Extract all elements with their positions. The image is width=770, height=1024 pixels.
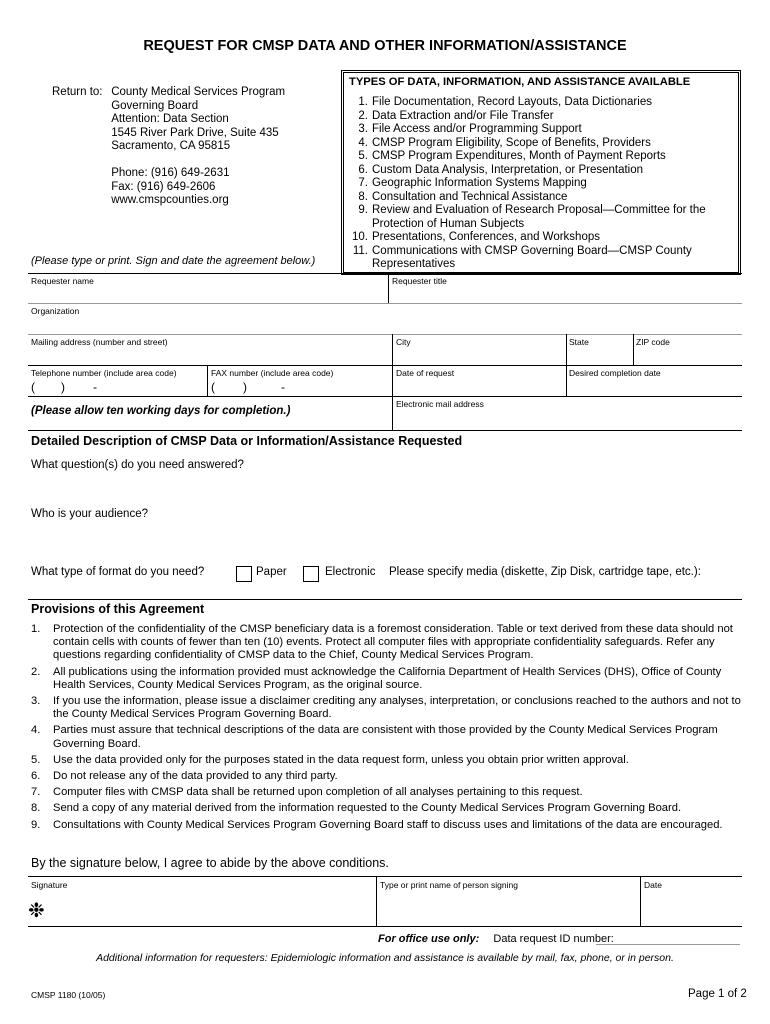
return-line: County Medical Services Program: [111, 86, 286, 98]
return-website: www.cmspcounties.org: [111, 194, 229, 207]
signer-name-input[interactable]: [380, 892, 636, 924]
email-label: Electronic mail address: [396, 399, 484, 409]
types-item: 1. File Documentation, Record Layouts, Data Dictionaries: [358, 96, 652, 108]
provision-item: 7. Computer files with CMSP data shall be returned upon completion of all analyses pertaining to this request.: [31, 786, 583, 799]
return-line: Governing Board: [111, 99, 199, 112]
types-item: 7. Geographic Information Systems Mapping: [358, 177, 587, 189]
desired-completion-input[interactable]: [569, 379, 739, 395]
provision-item: 9. Consultations with County Medical Services Program Governing Board staff to discuss uses and limitations of the data are encouraged.: [31, 818, 723, 831]
mailing-address-label: Mailing address (number and street): [31, 337, 168, 347]
return-line: Attention: Data Section: [111, 113, 229, 126]
email-input[interactable]: [396, 410, 738, 427]
date-of-request-input[interactable]: [396, 379, 562, 395]
signature-star-icon: ❉: [28, 900, 45, 922]
return-phone: Phone: (916) 649-2631: [111, 166, 230, 179]
provisions-list: [31, 623, 743, 835]
audience-input[interactable]: [31, 523, 741, 559]
question-answered-input[interactable]: [31, 474, 741, 502]
provision-item: 2. All publications using the information provided must acknowledge the California Department of Health Services (DHS), Office of County Health Services, County Medical Services Program, as the original source.: [31, 665, 722, 691]
provisions-heading: Provisions of this Agreement: [31, 602, 205, 616]
signature-date-label: Date: [644, 880, 662, 890]
provision-item: 5. Use the data provided only for the purposes stated in the data request form, unless you obtain prior written approval.: [31, 753, 629, 766]
detailed-heading: Detailed Description of CMSP Data or Information/Assistance Requested: [31, 434, 463, 448]
types-item: 2. Data Extraction and/or File Transfer: [358, 109, 554, 122]
city-label: City: [396, 337, 411, 347]
return-fax: Fax: (916) 649-2606: [111, 180, 216, 193]
types-item: 9. Review and Evaluation of Research Proposal—Committee for the Protection of Human Subjects: [358, 204, 706, 230]
agree-statement: By the signature below, I agree to abide by the above conditions.: [31, 856, 389, 870]
allow-days-note: (Please allow ten working days for completion.): [31, 405, 291, 417]
signature-input[interactable]: [52, 892, 372, 924]
question-answered-label: What question(s) do you need answered?: [31, 459, 244, 471]
return-line: Sacramento, CA 95815: [111, 140, 231, 153]
format-label: What type of format do you need?: [31, 566, 205, 578]
signature-date-input[interactable]: [644, 892, 740, 924]
fax-label: FAX number (include area code): [211, 368, 334, 378]
state-label: State: [569, 337, 589, 347]
office-use: [378, 933, 614, 945]
provision-item: 6. Do not release any of the data provided to any third party.: [31, 770, 338, 783]
request-id-line: [596, 944, 740, 945]
types-item: 10. Presentations, Conferences, and Workshops: [352, 231, 600, 243]
organization-label: Organization: [31, 306, 80, 316]
zip-label: ZIP code: [636, 337, 670, 347]
date-of-request-label: Date of request: [396, 368, 455, 378]
types-item: 3. File Access and/or Programming Support: [358, 123, 582, 135]
print-instruction: (Please type or print. Sign and date the agreement below.): [31, 255, 316, 267]
provision-item: 3. If you use the information, please issue a disclaimer crediting any analyses, interpretation, or conclusions reached to the authors and not to the County Medical Services Program Governing Board.: [31, 695, 741, 721]
audience-label: Who is your audience?: [31, 508, 148, 520]
page-title: REQUEST FOR CMSP DATA AND OTHER INFORMATION/ASSISTANCE: [143, 38, 627, 54]
telephone-label: Telephone number (include area code): [31, 368, 177, 378]
paper-checkbox[interactable]: [236, 566, 252, 582]
provision-item: 1. Protection of the confidentiality of the CMSP beneficiary data is a foremost consideration. Table or text derived from these data should not contain cells with counts of fewer than ten (10) events. Protect all computer files with appropriate confidentiality safeguards. Refer any questions regarding confidentiality of CMSP data to the Chief, County Medical Services Program.: [31, 623, 733, 662]
signer-name-label: Type or print name of person signing: [380, 880, 518, 890]
return-label: Return to:: [52, 86, 103, 98]
provision-item: 8. Send a copy of any material derived from the information requested to the County Medical Services Program Governing Board.: [31, 802, 682, 815]
state-input[interactable]: [569, 348, 629, 364]
desired-completion-label: Desired completion date: [569, 368, 661, 378]
types-heading: TYPES OF DATA, INFORMATION, AND ASSISTANCE AVAILABLE: [349, 76, 691, 88]
return-line: 1545 River Park Drive, Suite 435: [111, 126, 279, 139]
types-item: 6. Custom Data Analysis, Interpretation, or Presentation: [358, 163, 644, 176]
types-item: 5. CMSP Program Expenditures, Month of Payment Reports: [358, 150, 666, 162]
city-input[interactable]: [396, 348, 562, 364]
request-id-label: Data request ID number:: [493, 933, 614, 945]
paper-label: Paper: [256, 566, 287, 578]
provision-item: 4. Parties must assure that technical descriptions of the data are consistent with those provided by the County Medical Services Program Governing Board.: [31, 724, 718, 750]
requester-title-label: Requester title: [392, 276, 447, 286]
fax-input[interactable]: ( ) -: [211, 380, 285, 394]
zip-input[interactable]: [636, 348, 738, 364]
additional-info: Additional information for requesters: Epidemiologic information and assistance is available by mail, fax, phone, or in person.: [96, 952, 674, 964]
electronic-checkbox[interactable]: [303, 566, 319, 582]
types-item: 4. CMSP Program Eligibility, Scope of Benefits, Providers: [358, 136, 651, 149]
types-list: [345, 96, 735, 272]
types-item: 8. Consultation and Technical Assistance: [358, 190, 568, 203]
organization-input[interactable]: [31, 317, 737, 332]
requester-name-label: Requester name: [31, 276, 94, 286]
telephone-input[interactable]: ( ) -: [31, 380, 97, 394]
form-number: CMSP 1180 (10/05): [31, 990, 106, 1000]
electronic-label: Electronic: [325, 566, 376, 578]
office-use-label: For office use only:: [378, 933, 480, 945]
media-label: Please specify media (diskette, Zip Disk, cartridge tape, etc.):: [389, 566, 701, 578]
types-item: 11. Communications with CMSP Governing Board—CMSP County Representatives: [352, 244, 692, 270]
mailing-address-input[interactable]: [31, 348, 389, 364]
requester-name-input[interactable]: [31, 286, 385, 302]
requester-title-input[interactable]: [392, 286, 738, 302]
page-number: Page 1 of 2: [688, 988, 747, 1000]
return-address: [52, 86, 285, 208]
signature-label: Signature: [31, 880, 68, 890]
